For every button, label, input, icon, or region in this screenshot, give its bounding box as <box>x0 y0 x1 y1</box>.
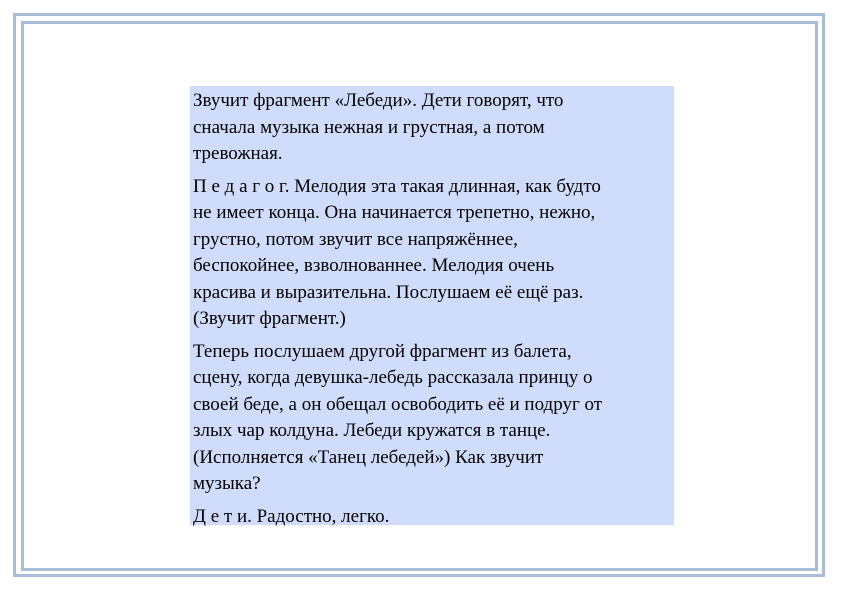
paragraph-2 <box>193 174 674 333</box>
text-line: музыка? <box>193 473 261 494</box>
text-line: беспокойнее, взволнованнее. Мелодия очень <box>193 255 555 276</box>
paragraph-4 <box>193 504 674 531</box>
text-line: Теперь послушаем другой фрагмент из балета, <box>193 340 572 362</box>
text-line: Звучит фрагмент «Лебеди». Дети говорят, что <box>193 90 564 111</box>
text-line: не имеет конца. Она начинается трепетно, нежно, <box>193 202 596 223</box>
text-line: грустно, потом звучит все напряжённее, <box>193 228 518 250</box>
text-line: Д е т и. Радостно, легко. <box>193 505 390 527</box>
text-line: (Исполняется «Танец лебедей») Как звучит <box>193 446 544 468</box>
text-line: тревожная. <box>193 143 283 164</box>
text-line: сцену, когда девушка-лебедь рассказала принцу о <box>193 367 593 388</box>
text-block <box>190 86 674 525</box>
text-line: злых чар колдуна. Лебеди кружатся в танце. <box>193 420 551 441</box>
paragraph-1 <box>193 88 674 168</box>
paragraph-3 <box>193 339 674 498</box>
text-line: П е д а г о г. Мелодия эта такая длинная, как будто <box>193 175 601 197</box>
text-line: красива и выразительна. Послушаем её ещё раз. <box>193 281 584 303</box>
text-line: своей беде, а он обещал освободить её и подруг от <box>193 393 603 415</box>
text-line: сначала музыка нежная и грустная, а потом <box>193 116 545 138</box>
text-line: (Звучит фрагмент.) <box>193 308 346 329</box>
